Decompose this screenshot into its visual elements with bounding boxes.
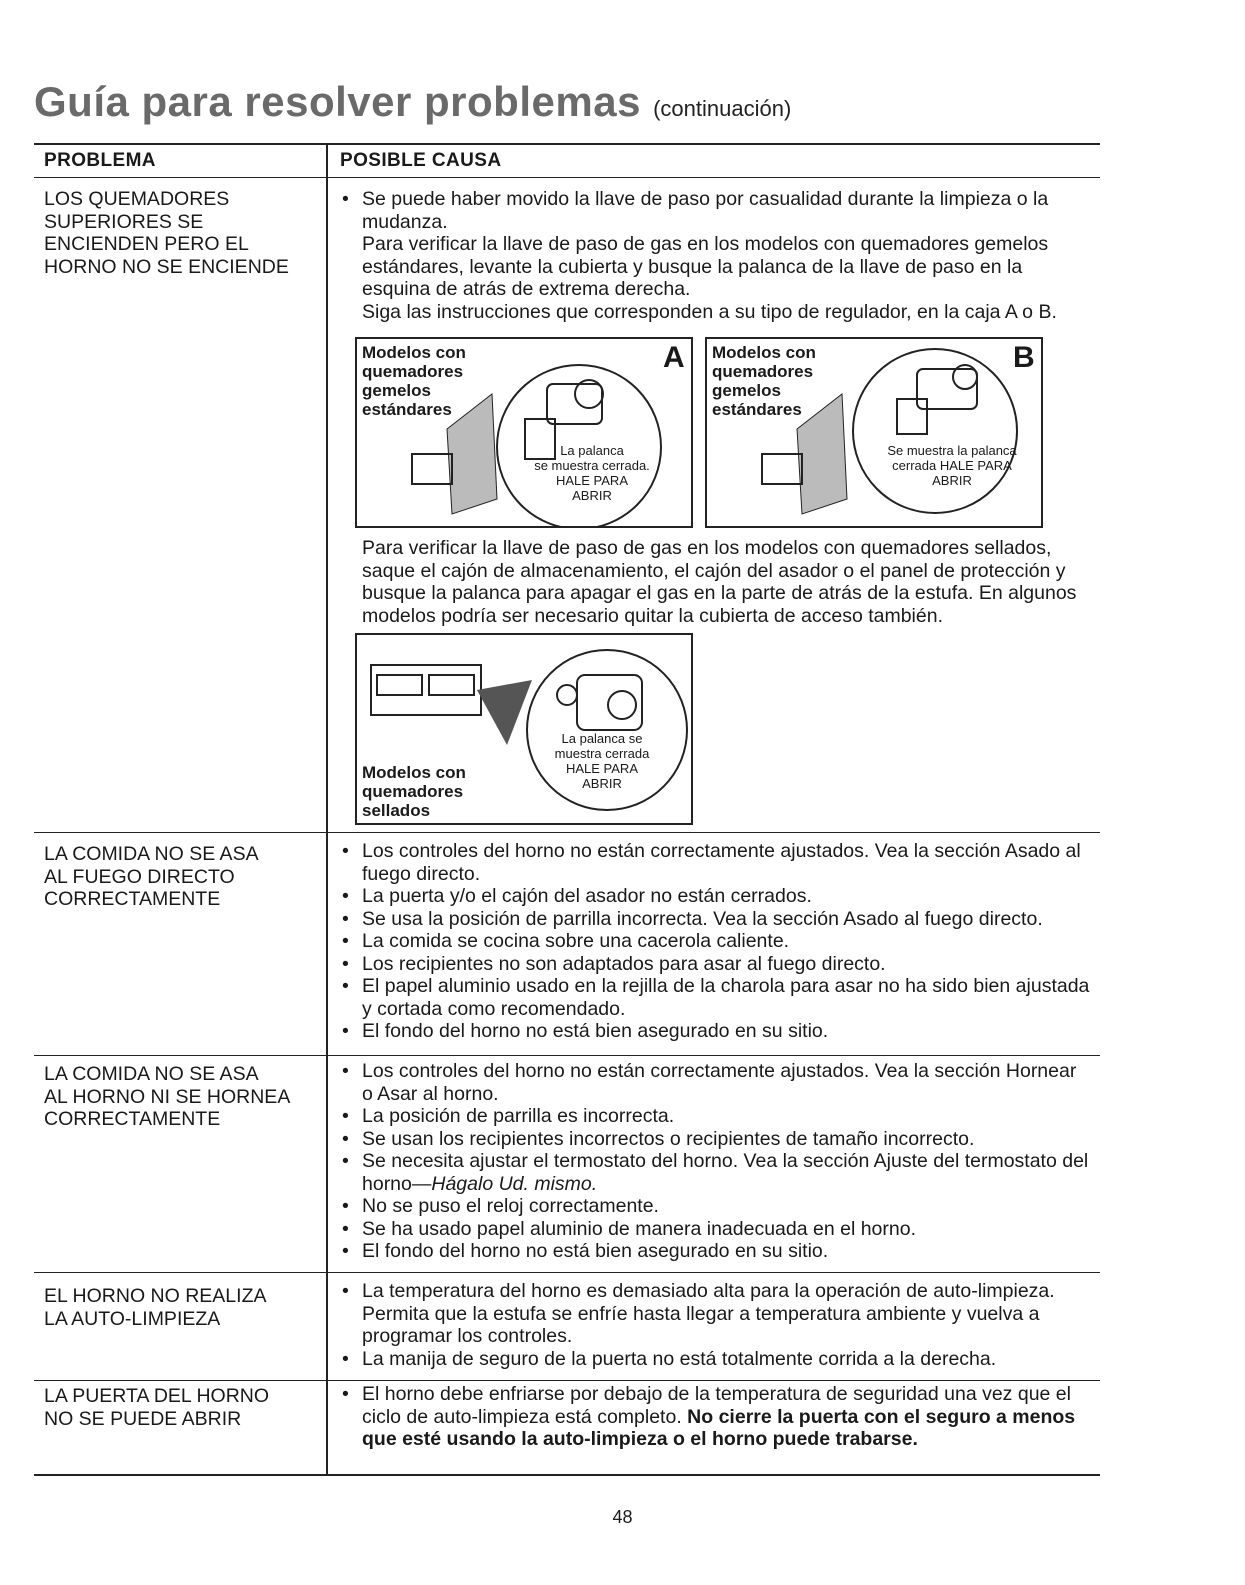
page-title: Guía para resolver problemas (continuación)	[34, 78, 792, 125]
cause-item: • Se usa la posición de parrilla incorrecta. Vea la sección Asado al fuego directo.	[340, 908, 1092, 931]
column-divider	[326, 143, 328, 1476]
table-bottom-rule	[34, 1474, 1100, 1476]
problem-cell	[44, 1285, 267, 1330]
cause-item: • Se necesita ajustar el termostato del horno. Vea la sección Ajuste del termostato del horno—Hágalo Ud. mismo.	[340, 1150, 1092, 1195]
problem-line: HORNO NO SE ENCIENDE	[44, 255, 289, 278]
cause-item: • La manija de seguro de la puerta no está totalmente corrida a la derecha.	[340, 1348, 1092, 1371]
header-rule	[34, 177, 1100, 178]
problem-line: ENCIENDEN PERO EL	[44, 233, 249, 255]
page-number: 48	[612, 1507, 633, 1527]
cause-item: • Se puede haber movido la llave de paso por casualidad durante la limpieza o la mudanza.	[340, 188, 1092, 233]
cause-cell	[340, 1383, 1092, 1451]
cause-item: • Los controles del horno no están correctamente ajustados. Vea la sección Asado al fuego directo.	[340, 840, 1092, 885]
cause-item: • El fondo del horno no está bien asegurado en su sitio.	[340, 1240, 1092, 1263]
cause-item: • No se puso el reloj correctamente.	[340, 1195, 1092, 1218]
cause-item: • La comida se cocina sobre una cacerola caliente.	[340, 930, 1092, 953]
problem-line: SUPERIORES SE	[44, 210, 204, 233]
cause-item: • Se usan los recipientes incorrectos o recipientes de tamaño incorrecto.	[340, 1128, 1092, 1151]
cause-paragraph: Para verificar la llave de paso de gas en los modelos con quemadores sellados, saque el cajón de almacenamiento, el cajón del asador o el panel de protección y busque la palanca para apagar el gas en la parte de atrás de la estufa. En algunos modelos podría ser necesario quitar la cubierta de acceso también.	[362, 537, 1077, 627]
problem-line: LA COMIDA NO SE ASA	[44, 843, 259, 865]
figure-b	[705, 337, 1043, 528]
cause-cell	[340, 188, 1092, 323]
figure-b-letter: B	[1013, 341, 1035, 374]
problem-line: CORRECTAMENTE	[44, 1108, 221, 1130]
problem-cell	[44, 188, 289, 278]
cause-item: • La posición de parrilla es incorrecta.	[340, 1105, 1092, 1128]
cause-item: • El fondo del horno no está bien asegurado en su sitio.	[340, 1020, 1092, 1043]
problem-line: AL FUEGO DIRECTO	[44, 865, 235, 888]
cause-paragraph: Siga las instrucciones que corresponden a su tipo de regulador, en la caja A o B.	[362, 300, 1057, 323]
row-rule	[34, 1055, 1100, 1056]
cause-item: • El papel aluminio usado en la rejilla de la charola para asar no ha sido bien ajustada y cortada como recomendado.	[340, 975, 1092, 1020]
cause-item: • La puerta y/o el cajón del asador no están cerrados.	[340, 885, 1092, 908]
page-subtitle: (continuación)	[653, 96, 792, 121]
figure-a-label: Modelos con quemadores gemelos estándares	[362, 343, 466, 419]
cause-item: • Los controles del horno no están correctamente ajustados. Vea la sección Hornear o Asar al horno.	[340, 1060, 1092, 1105]
cause-item: • El horno debe enfriarse por debajo de la temperatura de seguridad una vez que el ciclo de auto-limpieza está completo. No cierre la puerta con el seguro a menos que esté usando la auto-limpieza o el horno puede trabarse.	[340, 1383, 1092, 1451]
figure-b-label: Modelos con quemadores gemelos estándares	[712, 343, 816, 419]
regulator-illustration	[707, 339, 1041, 526]
figure-b-caption: Se muestra la palanca cerrada HALE PARA ABRIR	[887, 443, 1017, 488]
warning-text: No cierre la puerta con el seguro a menos que esté usando la auto-limpieza o el horno puede trabarse.	[362, 1405, 1076, 1450]
problem-line: CORRECTAMENTE	[44, 888, 221, 910]
row-rule	[34, 1380, 1100, 1381]
problem-cell	[44, 1385, 269, 1430]
cause-cell	[340, 840, 1092, 1043]
problem-line: EL HORNO NO REALIZA	[44, 1285, 267, 1307]
column-header-problem: PROBLEMA	[44, 150, 156, 171]
problem-line: LOS QUEMADORES	[44, 188, 230, 210]
cause-paragraph: Para verificar la llave de paso de gas en los modelos con quemadores gemelos estándares, levante la cubierta y busque la palanca de la llave de paso en la esquina de atrás de extrema derecha.	[362, 233, 1049, 300]
problem-line: NO SE PUEDE ABRIR	[44, 1407, 242, 1430]
problem-line: LA COMIDA NO SE ASA	[44, 1063, 259, 1085]
problem-line: LA AUTO-LIMPIEZA	[44, 1307, 221, 1330]
row-rule	[34, 1272, 1100, 1273]
column-header-cause: POSIBLE CAUSA	[340, 150, 502, 171]
figure-c-label: Modelos con quemadores sellados	[362, 763, 466, 820]
cause-cell	[340, 1060, 1092, 1263]
figure-c	[355, 633, 693, 825]
row-rule	[34, 832, 1100, 833]
problem-line: LA PUERTA DEL HORNO	[44, 1385, 270, 1407]
figure-a-caption: La palanca se muestra cerrada. HALE PARA ABRIR	[534, 443, 650, 503]
cause-item: • Se ha usado papel aluminio de manera inadecuada en el horno.	[340, 1218, 1092, 1241]
figure-a	[355, 337, 693, 528]
cause-item: • Los recipientes no son adaptados para asar al fuego directo.	[340, 953, 1092, 976]
cause-cell	[340, 1280, 1092, 1370]
cause-cell	[340, 537, 1092, 627]
problem-line: AL HORNO NI SE HORNEA	[44, 1085, 291, 1108]
figure-c-caption: La palanca se muestra cerrada HALE PARA ABRIR	[554, 731, 650, 791]
problem-cell	[44, 1063, 290, 1131]
table-top-rule	[34, 143, 1100, 145]
problem-cell	[44, 843, 259, 911]
figure-a-letter: A	[663, 341, 685, 374]
cause-item: • La temperatura del horno es demasiado alta para la operación de auto-limpieza. Permita que la estufa se enfríe hasta llegar a temperatura ambiente y vuelva a programar los controles.	[340, 1280, 1092, 1348]
